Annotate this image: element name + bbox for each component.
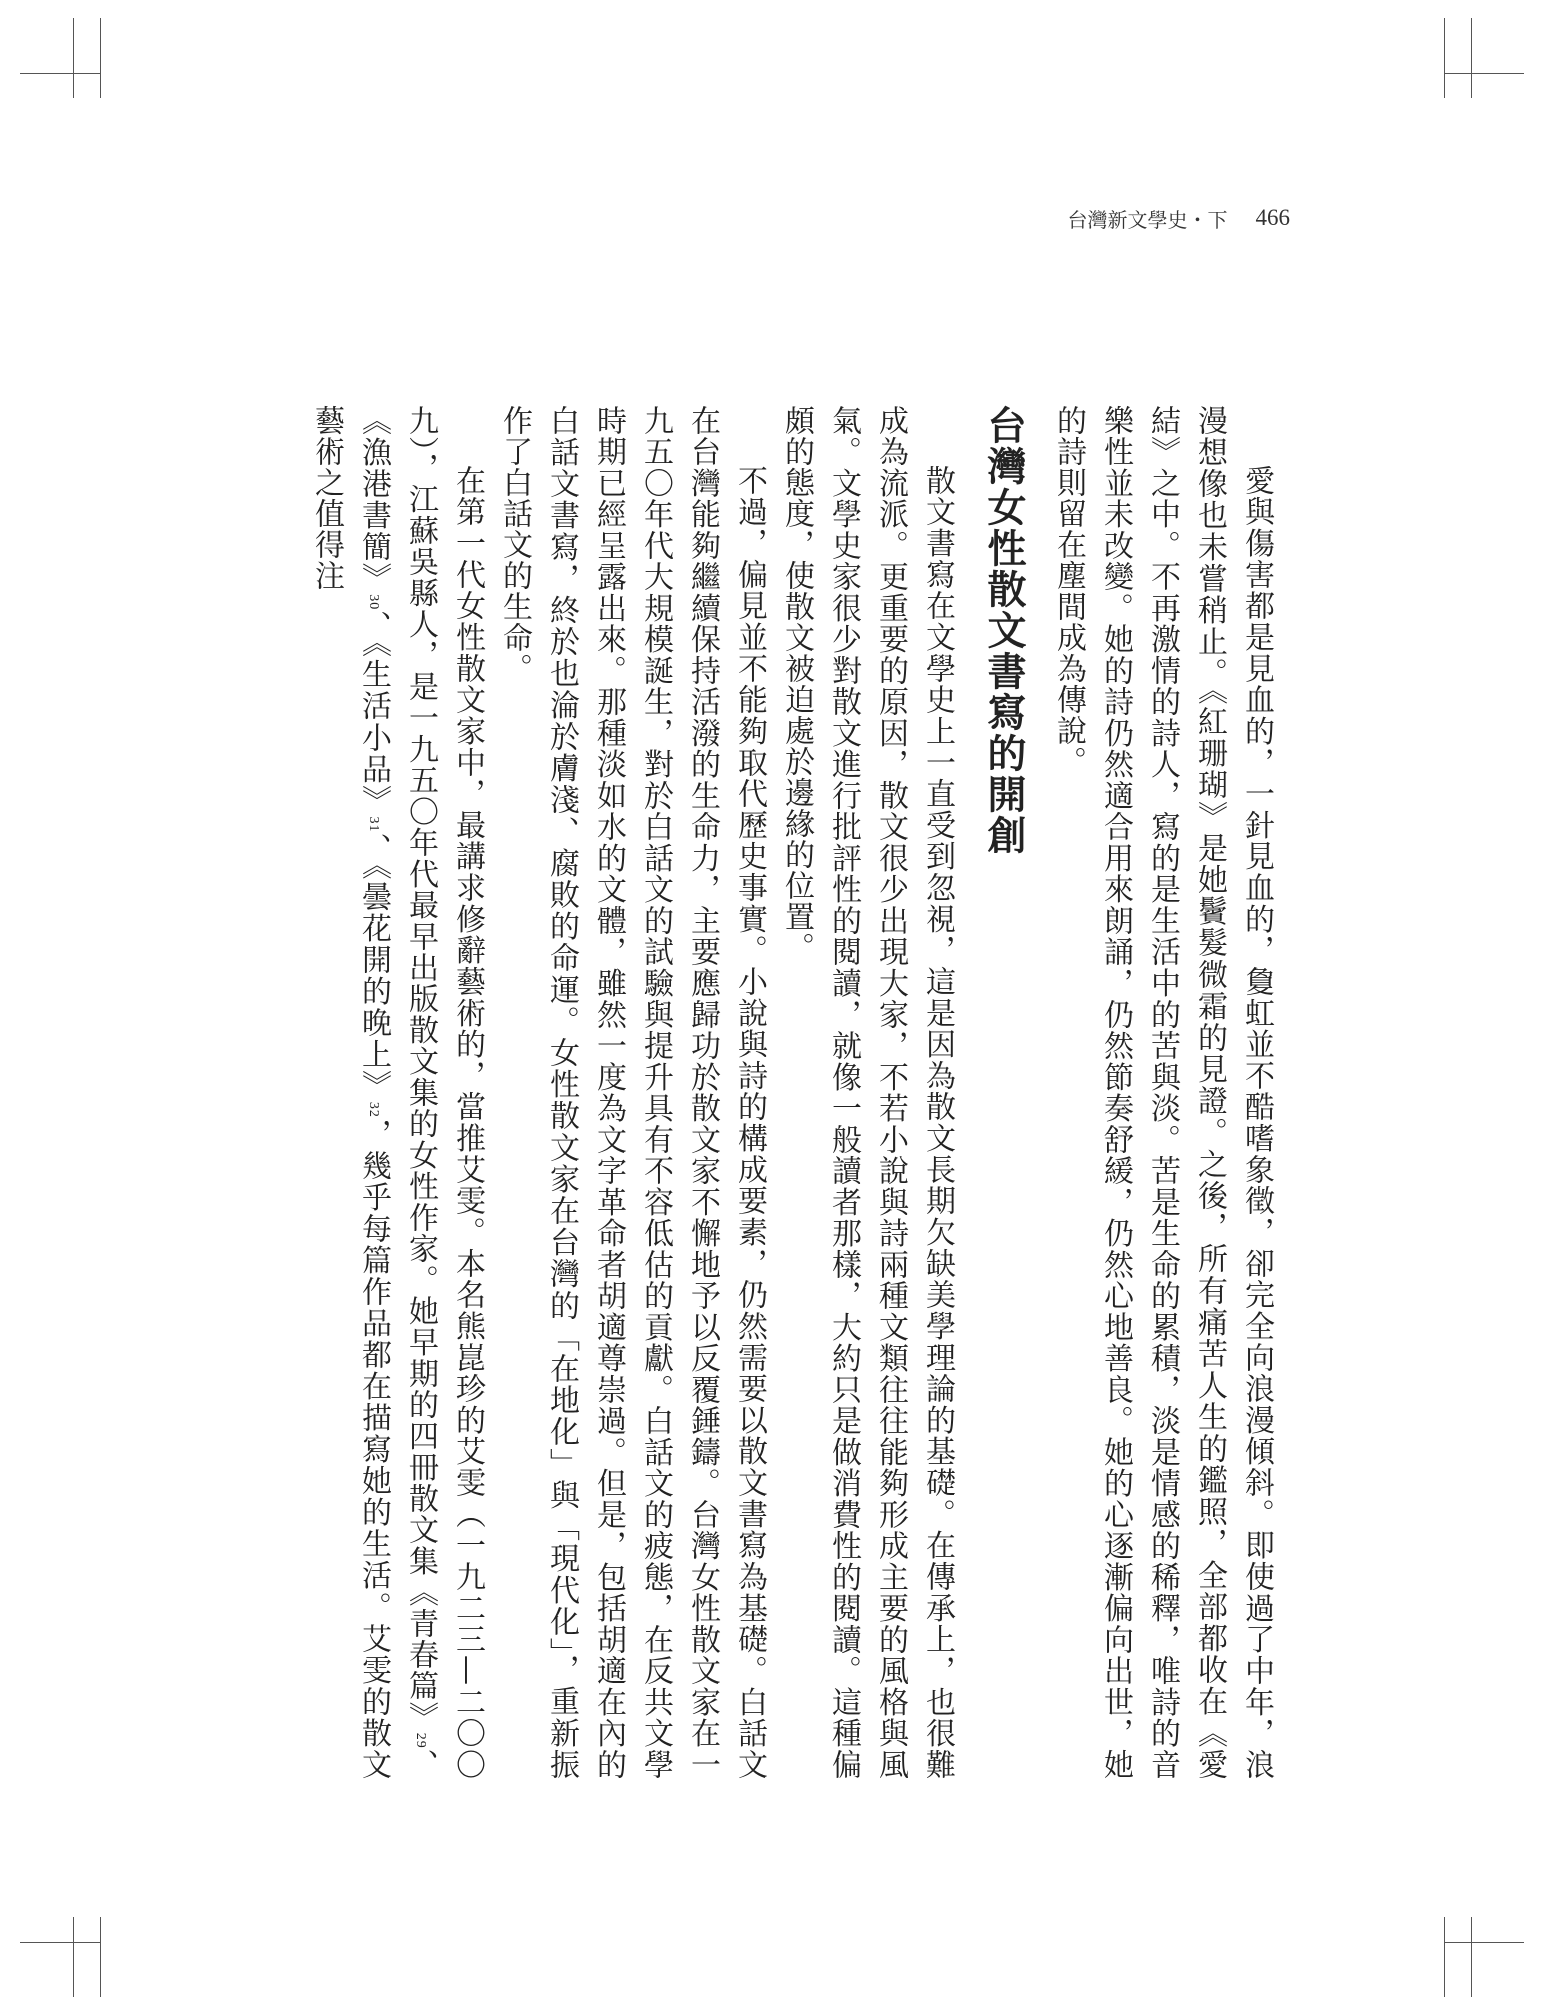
crop-mark <box>1444 1917 1445 1997</box>
page-number: 466 <box>1255 205 1290 230</box>
footnote-ref-31[interactable]: 31 <box>366 816 381 833</box>
text-run: 、《漁港書簡》 <box>356 405 438 1781</box>
crop-mark <box>20 1942 100 1943</box>
text-run: 在第一代女性散文家中，最講求修辭藝術的，當推艾雯。本名熊崑珍的艾雯（一九二三—二〇〇九），江蘇吳縣人，是一九五〇年代最早出版散文集的女性作家。她早期的四冊散文集《青春篇》 <box>403 405 485 1780</box>
crop-mark <box>1444 73 1524 74</box>
crop-mark <box>100 18 101 98</box>
crop-mark <box>100 1917 101 1997</box>
paragraph-prose-history: 不過，偏見並不能夠取代歷史事實。小說與詩的構成要素，仍然需要以散文書寫為基礎。白話文在台灣能夠繼續保持活潑的生命力，主要應歸功於散文家不懈地予以反覆錘鑄。台灣女性散文家在一九五〇年代大規模誕生，對於白話文的試驗與提升具有不容低估的貢獻。白話文的疲態，在反共文學時期已經呈露出來。那種淡如水的文體，雖然一度為文字革命者胡適尊崇過。但是，包括胡適在內的白話文書寫，終於也淪於膚淺、腐敗的命運。女性散文家在台灣的「在地化」與「現代化」，重新振作了白話文的生命。 <box>497 405 767 1780</box>
crop-mark <box>73 18 74 98</box>
paragraph-hong-hong: 愛與傷害都是見血的，一針見血的，敻虹並不酷嗜象徵，卻完全向浪漫傾斜。即使過了中年，浪漫想像也未嘗稍止。《紅珊瑚》是她鬢髮微霜的見證。之後，所有痛苦人生的鑑照，全部都收在《愛結》之中。不再激情的詩人，寫的是生活中的苦與淡。苦是生命的累積，淡是情感的稀釋，唯詩的音樂性並未改變。她的詩仍然適合用來朗誦，仍然節奏舒緩，仍然心地善良。她的心逐漸偏向出世，她的詩則留在塵間成為傳說。 <box>1051 405 1274 1780</box>
text-run: ，幾乎每篇作品都在描寫她的生活。艾雯的散文藝術之值得注 <box>309 405 391 1781</box>
text-run: 、《曇花開的晚上》 <box>356 832 391 1102</box>
crop-mark <box>20 73 100 74</box>
crop-mark <box>1444 1942 1524 1943</box>
footnote-ref-29[interactable]: 29 <box>413 1732 428 1749</box>
running-title: 台灣新文學史・下 <box>1067 207 1228 232</box>
running-header <box>1040 203 1290 233</box>
footnote-ref-32[interactable]: 32 <box>366 1101 381 1118</box>
paragraph-ai-wen <box>303 405 491 1780</box>
crop-mark <box>1471 18 1472 98</box>
paragraph-prose-neglect: 散文書寫在文學史上一直受到忽視，這是因為散文長期欠缺美學理論的基礎。在傳承上，也很難成為流派。更重要的原因，散文很少出現大家，不若小說與詩兩種文類往往能夠形成主要的風格與風氣。文學史家很少對散文進行批評性的閱讀，就像一般讀者那樣，大約只是做消費性的閱讀。這種偏頗的態度，使散文被迫處於邊緣的位置。 <box>779 405 955 1780</box>
crop-mark <box>1471 1917 1472 1997</box>
crop-mark <box>73 1917 74 1997</box>
section-heading: 台灣女性散文書寫的開創 <box>981 405 1026 856</box>
text-run: 、《生活小品》 <box>356 610 391 817</box>
footnote-ref-30[interactable]: 30 <box>366 594 381 611</box>
crop-mark <box>1444 18 1445 98</box>
body-text <box>280 405 1280 1780</box>
